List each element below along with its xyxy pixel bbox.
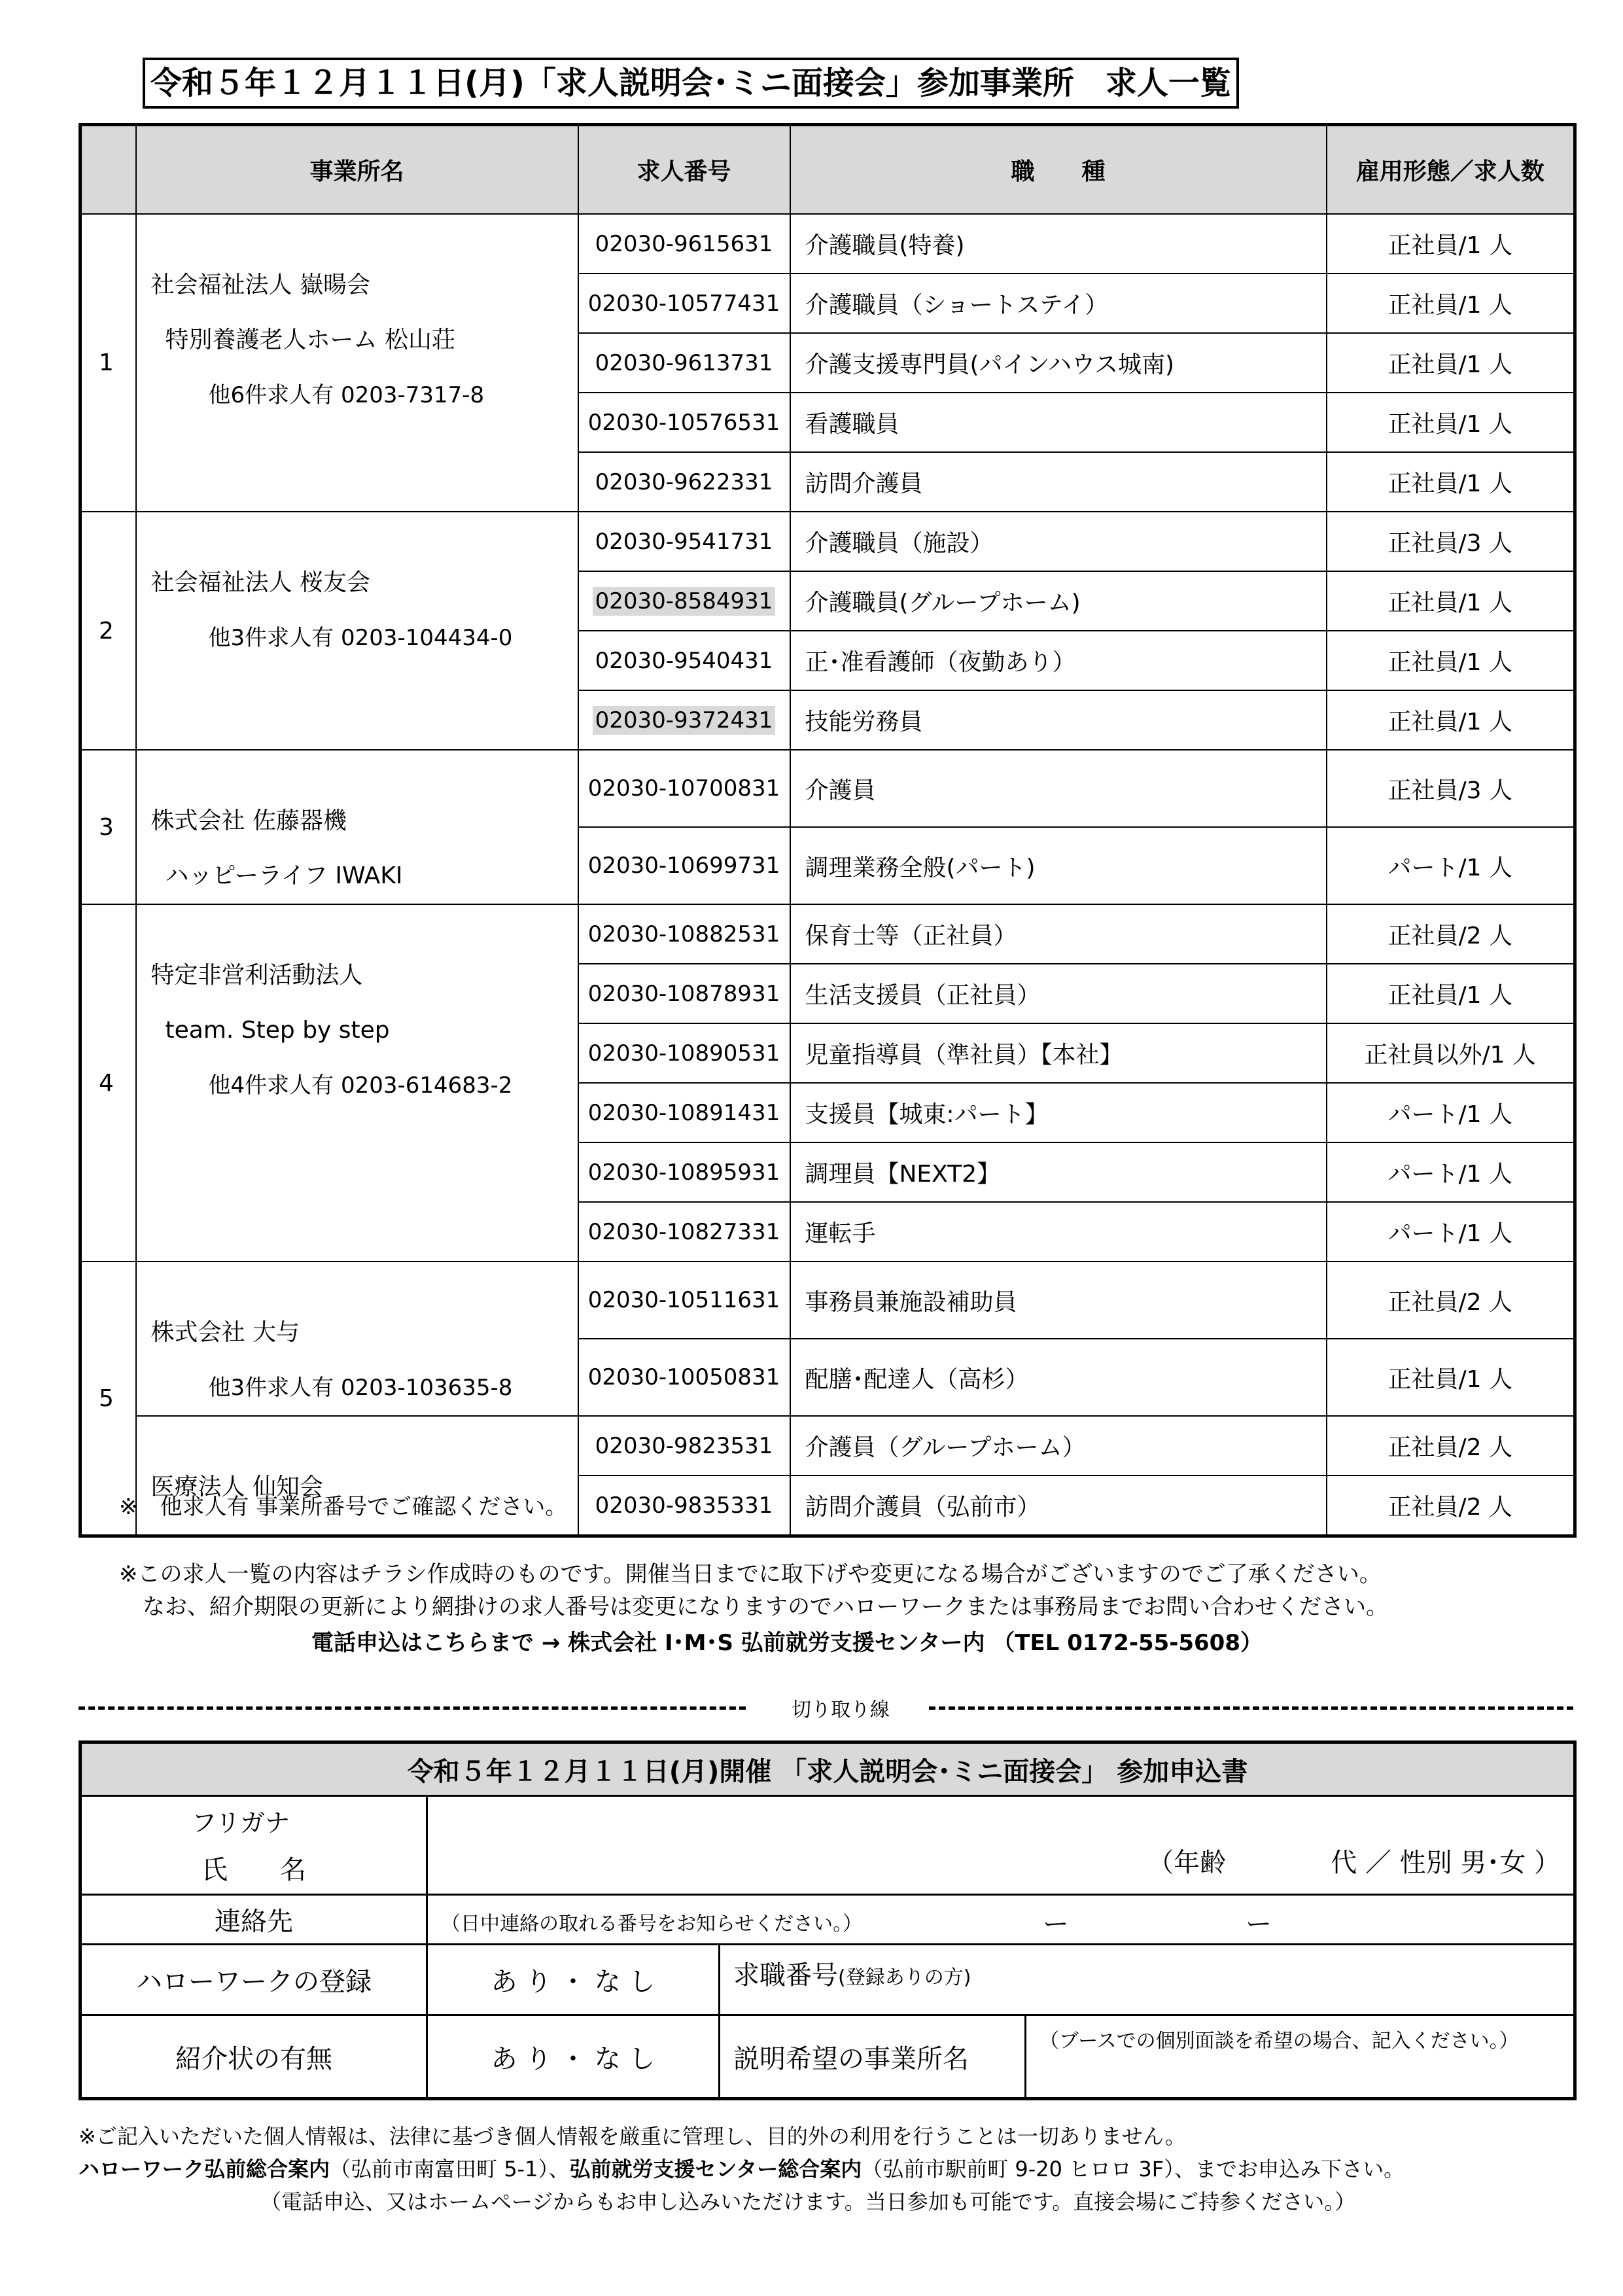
table-row bbox=[80, 904, 1575, 964]
header-employment: 雇用形態／求人数 bbox=[1327, 125, 1575, 215]
occupation: 訪問介護員 bbox=[790, 452, 1327, 512]
employment-type: 正社員/3 人 bbox=[1327, 750, 1575, 827]
name-label: 氏 名 bbox=[201, 1855, 306, 1885]
header-company: 事業所名 bbox=[136, 125, 578, 215]
contact-dash-2: ー bbox=[1246, 1909, 1272, 1939]
cut-line-label: 切り取り線 bbox=[792, 1699, 890, 1722]
job-code bbox=[578, 750, 790, 827]
company-name-cell bbox=[136, 214, 578, 512]
job-code-text: 02030-10699731 bbox=[587, 853, 780, 879]
employment-type: 正社員/1 人 bbox=[1327, 452, 1575, 512]
employment-type: パート/1 人 bbox=[1327, 1083, 1575, 1142]
occupation: 介護員 bbox=[790, 750, 1327, 827]
cut-line-right bbox=[929, 1706, 1573, 1710]
job-code bbox=[578, 512, 790, 571]
note-disclaimer-2: なお、紹介期限の更新により網掛けの求人番号は変更になりますのでハローワークまたは事務局までお問い合わせください。 bbox=[143, 1594, 1388, 1620]
application-methods: （電話申込、又はホームページからもお申し込みいただけます。当日参加も可能です。直接会場にご持参ください。） bbox=[260, 2189, 1356, 2214]
occupation: 介護支援専門員(パインハウス城南) bbox=[790, 333, 1327, 393]
company-name: 株式会社 大与 bbox=[150, 1319, 300, 1346]
job-code-text: 02030-10700831 bbox=[587, 775, 780, 802]
job-code-text: 02030-9613731 bbox=[595, 349, 773, 376]
company-name-cell bbox=[136, 904, 578, 1262]
company-detail: 他3件求人有 0203-104434-0 bbox=[208, 625, 513, 651]
company-name: 医療法人 仙知会 bbox=[150, 1474, 323, 1500]
table-row bbox=[80, 1416, 1575, 1475]
application-addresses bbox=[79, 2153, 1405, 2183]
name-label-cell bbox=[80, 1796, 427, 1895]
job-code-text: 02030-9823531 bbox=[595, 1432, 773, 1459]
note-disclaimer-1: ※この求人一覧の内容はチラシ作成時のものです。開催当日までに取下げや変更になる場合がございますのでご了承ください。 bbox=[119, 1561, 1382, 1587]
company-wish-label: 説明希望の事業所名 bbox=[720, 2015, 1026, 2099]
company-name: 社会福祉法人 桜友会 bbox=[150, 569, 370, 596]
row-number: 1 bbox=[80, 214, 136, 512]
row-number: 3 bbox=[80, 750, 136, 904]
employment-type: 正社員/2 人 bbox=[1327, 904, 1575, 964]
occupation: 技能労務員 bbox=[790, 690, 1327, 750]
occupation: 正･准看護師（夜勤あり） bbox=[790, 631, 1327, 690]
occupation: 調理員【NEXT2】 bbox=[790, 1142, 1327, 1202]
job-code-text: 02030-9622331 bbox=[595, 468, 773, 495]
job-code bbox=[578, 452, 790, 512]
occupation: 介護職員(特養) bbox=[790, 214, 1327, 274]
referral-choice[interactable]: あ り ・ な し bbox=[427, 2015, 720, 2099]
referral-label: 紹介状の有無 bbox=[80, 2015, 427, 2099]
employment-type: 正社員/1 人 bbox=[1327, 964, 1575, 1023]
occupation: 事務員兼施設補助員 bbox=[790, 1262, 1327, 1339]
occupation: 配膳･配達人（高杉） bbox=[790, 1339, 1327, 1416]
company-detail: ハッピーライフ IWAKI bbox=[165, 862, 403, 889]
center-address: （弘前市駅前町 9-20 ヒロロ 3F）、までお申込み下さい。 bbox=[862, 2157, 1405, 2181]
job-code bbox=[578, 393, 790, 452]
center-name: 弘前就労支援センター総合案内 bbox=[569, 2157, 862, 2181]
job-code-text: 02030-10895931 bbox=[587, 1159, 780, 1186]
occupation: 保育士等（正社員） bbox=[790, 904, 1327, 964]
contact-label: 連絡先 bbox=[80, 1895, 427, 1945]
occupation: 支援員【城東:パート】 bbox=[790, 1083, 1327, 1142]
job-code bbox=[578, 1416, 790, 1475]
employment-type: 正社員/1 人 bbox=[1327, 274, 1575, 333]
employment-type: パート/1 人 bbox=[1327, 827, 1575, 904]
form-title: 令和５年１２月１１日(月)開催 「求人説明会･ミニ面接会」 参加申込書 bbox=[80, 1742, 1575, 1796]
job-code bbox=[578, 214, 790, 274]
job-code-text: 02030-10891431 bbox=[587, 1099, 780, 1126]
furigana-label: フリガナ bbox=[191, 1809, 290, 1837]
cut-line bbox=[79, 1693, 1573, 1720]
job-code bbox=[578, 1083, 790, 1142]
employment-type: 正社員/2 人 bbox=[1327, 1262, 1575, 1339]
employment-type: 正社員/3 人 bbox=[1327, 512, 1575, 571]
header-job-code: 求人番号 bbox=[578, 125, 790, 215]
job-code-text: 02030-10577431 bbox=[587, 290, 780, 317]
table-row bbox=[80, 512, 1575, 571]
name-field[interactable] bbox=[427, 1796, 1575, 1895]
job-code bbox=[578, 904, 790, 964]
company-name-cell bbox=[136, 1262, 578, 1416]
privacy-note: ※ご記入いただいた個人情報は、法律に基づき個人情報を厳重に管理し、目的外の利用を行うことは一切ありません。 bbox=[79, 2124, 1186, 2149]
header-occupation: 職 種 bbox=[790, 125, 1327, 215]
job-code bbox=[578, 571, 790, 631]
company-name: 社会福祉法人 嶽暘会 bbox=[150, 272, 370, 298]
header-number bbox=[80, 125, 136, 215]
occupation: 介護員（グループホーム） bbox=[790, 1416, 1327, 1475]
job-code bbox=[578, 690, 790, 750]
job-code-text: 02030-9540431 bbox=[595, 647, 773, 674]
cut-line-left bbox=[79, 1706, 746, 1710]
company-detail: 他4件求人有 0203-614683-2 bbox=[208, 1072, 513, 1099]
job-code bbox=[578, 333, 790, 393]
employment-type: パート/1 人 bbox=[1327, 1202, 1575, 1262]
occupation: 児童指導員（準社員）【本社】 bbox=[790, 1023, 1327, 1083]
job-code bbox=[578, 1262, 790, 1339]
job-code bbox=[578, 827, 790, 904]
hellowork-name: ハローワーク弘前総合案内 bbox=[79, 2157, 330, 2181]
row-number: 2 bbox=[80, 512, 136, 750]
table-row bbox=[80, 214, 1575, 274]
row-number: 5 bbox=[80, 1262, 136, 1536]
row-number: 4 bbox=[80, 904, 136, 1262]
seeker-number-label: 求職番号 bbox=[733, 1960, 838, 1990]
company-detail: 他6件求人有 0203-7317-8 bbox=[208, 382, 485, 408]
job-code-text: 02030-9541731 bbox=[595, 528, 773, 555]
company-detail: team. Step by step bbox=[165, 1017, 390, 1044]
employment-type: 正社員/1 人 bbox=[1327, 333, 1575, 393]
employment-type: 正社員以外/1 人 bbox=[1327, 1023, 1575, 1083]
occupation: 看護職員 bbox=[790, 393, 1327, 452]
occupation: 運転手 bbox=[790, 1202, 1327, 1262]
employment-type: パート/1 人 bbox=[1327, 1142, 1575, 1202]
job-code bbox=[578, 631, 790, 690]
company-name-cell bbox=[136, 750, 578, 904]
contact-field[interactable] bbox=[427, 1895, 1575, 1945]
seeker-number-note: (登録ありの方) bbox=[838, 1966, 971, 1989]
booth-note: （ブースでの個別面談を希望の場合、記入ください。） bbox=[1039, 2030, 1519, 2053]
company-name: 特定非営利活動法人 bbox=[150, 962, 363, 989]
company-name: 株式会社 佐藤器機 bbox=[150, 807, 347, 834]
hellowork-label: ハローワークの登録 bbox=[80, 1945, 427, 2015]
job-code bbox=[578, 1023, 790, 1083]
occupation: 介護職員（施設） bbox=[790, 512, 1327, 571]
job-code bbox=[578, 1475, 790, 1536]
job-code-text: 02030-9372431 bbox=[593, 706, 776, 735]
company-name-cell bbox=[136, 512, 578, 750]
occupation: 生活支援員（正社員） bbox=[790, 964, 1327, 1023]
contact-dash-1: ー bbox=[1043, 1909, 1069, 1939]
job-code bbox=[578, 274, 790, 333]
contact-note: （日中連絡の取れる番号をお知らせください。） bbox=[441, 1913, 863, 1935]
table-row bbox=[80, 1262, 1575, 1339]
job-code bbox=[578, 1142, 790, 1202]
employment-type: 正社員/1 人 bbox=[1327, 571, 1575, 631]
table-row bbox=[80, 750, 1575, 827]
note-phone: 電話申込はこちらまで → 株式会社 I･M･S 弘前就労支援センター内 （TEL 0172-55-5608） bbox=[311, 1630, 1263, 1656]
employment-type: 正社員/1 人 bbox=[1327, 690, 1575, 750]
job-code-text: 02030-10882531 bbox=[587, 921, 780, 947]
job-code-text: 02030-8584931 bbox=[593, 587, 776, 616]
job-code-text: 02030-10511631 bbox=[587, 1287, 780, 1313]
job-code-text: 02030-9615631 bbox=[595, 230, 773, 257]
seeker-number-field[interactable] bbox=[720, 1945, 1575, 2015]
occupation: 訪問介護員（弘前市） bbox=[790, 1475, 1327, 1536]
page-title: 令和５年１２月１１日(月)「求人説明会･ミニ面接会」参加事業所 求人一覧 bbox=[143, 58, 1239, 109]
age-gender-field[interactable]: （年齢 代 ／ 性別 男･女 ） bbox=[1147, 1848, 1561, 1878]
application-form bbox=[79, 1740, 1577, 2100]
job-code-text: 02030-10878931 bbox=[587, 980, 780, 1007]
employment-type: 正社員/1 人 bbox=[1327, 631, 1575, 690]
hellowork-choice[interactable]: あ り ・ な し bbox=[427, 1945, 720, 2015]
job-code-text: 02030-10827331 bbox=[587, 1218, 780, 1245]
occupation: 介護職員(グループホーム) bbox=[790, 571, 1327, 631]
employment-type: 正社員/2 人 bbox=[1327, 1475, 1575, 1536]
company-detail: 他3件求人有 0203-103635-8 bbox=[208, 1375, 513, 1401]
job-listing-table bbox=[79, 123, 1577, 1538]
job-code bbox=[578, 1339, 790, 1416]
employment-type: 正社員/1 人 bbox=[1327, 1339, 1575, 1416]
note-other-jobs: ※ 他求人有 事業所番号でご確認ください。 bbox=[119, 1494, 568, 1520]
hellowork-address: （弘前市南富田町 5-1）、 bbox=[330, 2157, 570, 2181]
company-detail: 特別養護老人ホーム 松山荘 bbox=[165, 327, 455, 353]
job-code-text: 02030-10890531 bbox=[587, 1040, 780, 1067]
employment-type: 正社員/1 人 bbox=[1327, 214, 1575, 274]
company-wish-field[interactable] bbox=[1026, 2015, 1575, 2099]
job-code-text: 02030-10576531 bbox=[587, 409, 780, 436]
table-header-row bbox=[80, 125, 1575, 215]
occupation: 調理業務全般(パート) bbox=[790, 827, 1327, 904]
employment-type: 正社員/1 人 bbox=[1327, 393, 1575, 452]
job-code-text: 02030-10050831 bbox=[587, 1364, 780, 1390]
occupation: 介護職員（ショートステイ） bbox=[790, 274, 1327, 333]
job-code-text: 02030-9835331 bbox=[595, 1492, 773, 1519]
job-code bbox=[578, 964, 790, 1023]
employment-type: 正社員/2 人 bbox=[1327, 1416, 1575, 1475]
job-code bbox=[578, 1202, 790, 1262]
